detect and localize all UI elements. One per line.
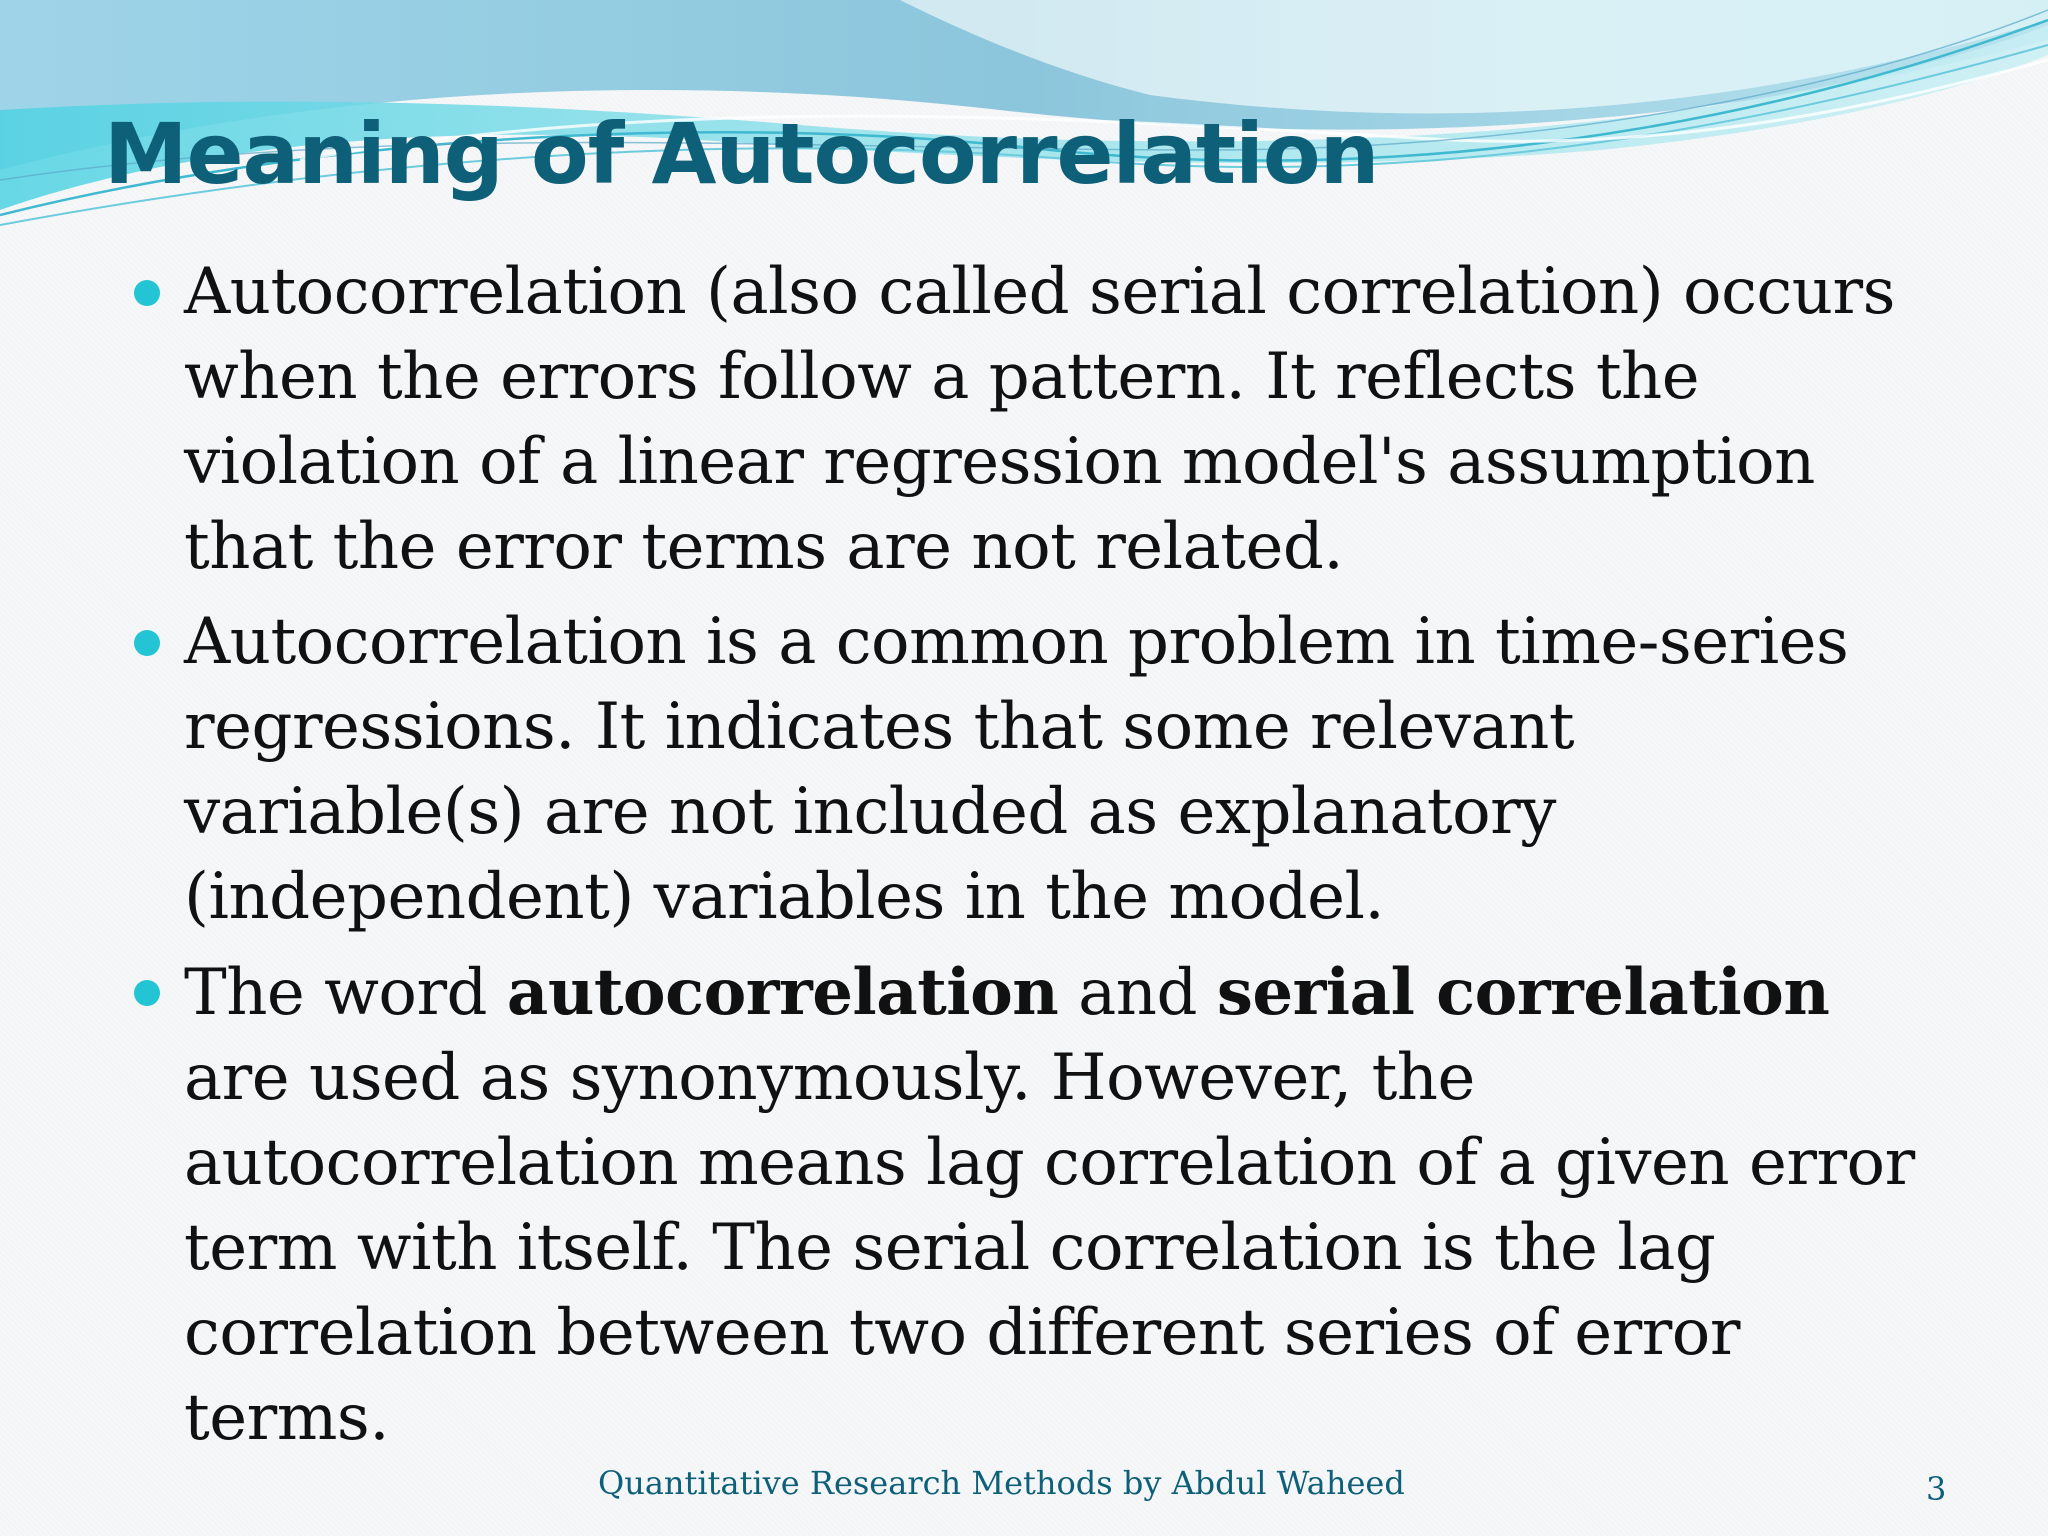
bold-term-autocorrelation: autocorrelation xyxy=(506,955,1059,1030)
bold-term-serial-correlation: serial correlation xyxy=(1216,955,1830,1030)
bullet-text-part: are used as synonymously. However, the autocorrelation means lag correlation of a given error term with itself. The serial correlation is the lag correlation between two different series of error terms. xyxy=(184,1041,1915,1455)
slide-title: Meaning of Autocorrelation xyxy=(104,105,1379,203)
bullet-dot-icon xyxy=(134,630,160,656)
bullet-item xyxy=(134,250,1934,590)
bullet-item xyxy=(134,600,1934,940)
bullet-text-part: and xyxy=(1058,956,1217,1030)
bullet-dot-icon xyxy=(134,280,160,306)
slide-footer: Quantitative Research Methods by Abdul Waheed xyxy=(598,1464,1405,1502)
bullet-item xyxy=(134,950,1934,1461)
page-number: 3 xyxy=(1926,1470,1947,1508)
bullet-list xyxy=(134,250,1934,1471)
bullet-text-part: The word xyxy=(184,956,507,1030)
bullet-text: Autocorrelation (also called serial correlation) occurs when the errors follow a pattern. It reflects the violation of a linear regression model's assumption that the error terms are not related. xyxy=(184,255,1895,584)
bullet-text xyxy=(184,956,1915,1455)
bullet-dot-icon xyxy=(134,980,160,1006)
bullet-text: Autocorrelation is a common problem in time-series regressions. It indicates that some relevant variable(s) are not included as explanatory (independent) variables in the model. xyxy=(184,605,1849,934)
